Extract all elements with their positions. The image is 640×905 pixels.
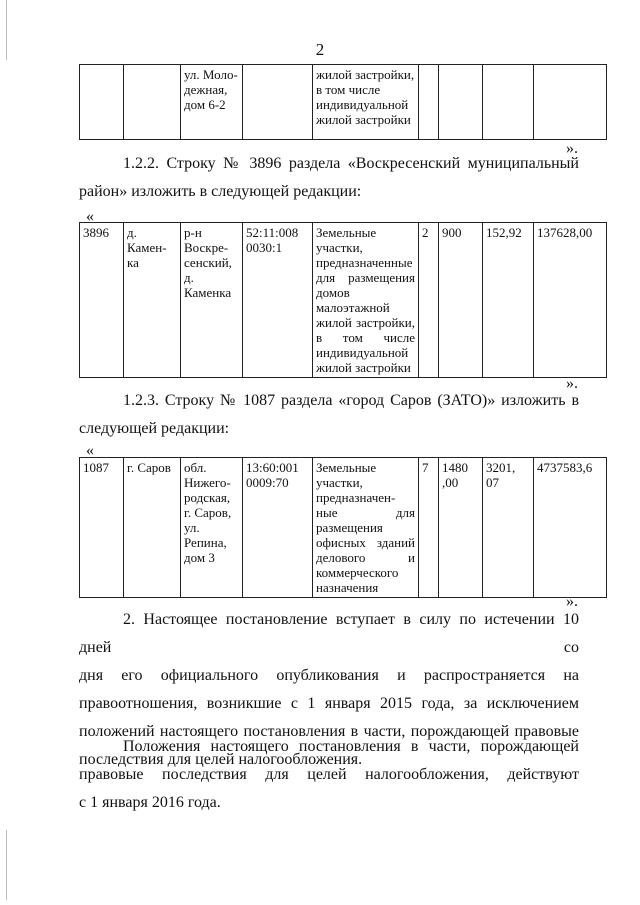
paragraph-line: Положения настоящего постановления в части, порождающей [123, 738, 579, 755]
paragraph-1-2-3 [79, 387, 579, 443]
table-cell: Земельные участки, предназначенные для размещения домов малоэтажной жилой застройки, в том числе индивидуальной жилой застройки [313, 223, 419, 378]
table-cell: 3896 [80, 223, 124, 378]
page-number: 2 [315, 40, 325, 59]
table-row [80, 223, 607, 378]
paragraph-line: следующей редакции: [79, 420, 230, 437]
table-cell [483, 65, 534, 140]
table-cell: 13:60:001 0009:70 [243, 458, 313, 598]
paragraph-line: с 1 января 2016 года. [79, 794, 221, 811]
table-cell: Земельные участки, предназначен-ные для размещения офисных зданий делового и коммерческого назначения [313, 458, 419, 598]
table-1087 [79, 457, 607, 598]
open-quote: « [86, 208, 94, 225]
table-cell [439, 65, 483, 140]
paragraph-line: правоотношения, возникшие с 1 января 2015 года, за исключением [79, 695, 579, 712]
table-cell [243, 65, 313, 140]
table-cell: 152,92 [483, 223, 534, 378]
table-cell [419, 65, 439, 140]
close-quote: ». [566, 593, 578, 610]
paragraph-1-2-2 [79, 150, 579, 206]
left-margin-line-lower [6, 830, 7, 900]
table-3896 [79, 222, 607, 378]
table-cell: р-н Воскре-сенский, д. Каменка [181, 223, 243, 378]
table-cell: д. Камен-ка [124, 223, 181, 378]
table-cell: г. Саров [124, 458, 181, 598]
paragraph-3 [79, 733, 579, 817]
paragraph-line: дня его официального опубликования и распространяется на [79, 667, 579, 684]
top-table [79, 64, 607, 140]
table-cell: ул. Моло-дежная, дом 6-2 [181, 65, 243, 140]
close-quote: ». [566, 375, 578, 392]
table-cell: 7 [419, 458, 439, 598]
table-cell: 137628,00 [534, 223, 607, 378]
table-cell: обл. Нижего-родская, г. Саров, ул. Репина, дом 3 [181, 458, 243, 598]
table-cell: 2 [419, 223, 439, 378]
paragraph-line: последствия для целей налогообложения. [79, 751, 363, 768]
table-row [80, 458, 607, 598]
table-cell: 1087 [80, 458, 124, 598]
close-quote: ». [566, 140, 578, 157]
table-cell: 3201, 07 [483, 458, 534, 598]
paragraph-line: 2. Настоящее постановление вступает в силу по истечении 10 дней со [79, 611, 579, 656]
paragraph-line: 1.2.2. Строку № 3896 раздела «Воскресенский муниципальный [123, 155, 579, 172]
table-cell [80, 65, 124, 140]
paragraph-line: положений настоящего постановления в части, порождающей правовые [79, 723, 579, 740]
table-cell: жилой застройки, в том числе индивидуальной жилой застройки [313, 65, 419, 140]
table-cell [124, 65, 181, 140]
paragraph-line: 1.2.3. Строку № 1087 раздела «город Саров (ЗАТО)» изложить в [123, 392, 579, 409]
paragraph-line: район» изложить в следующей редакции: [79, 183, 362, 200]
table-cell [534, 65, 607, 140]
table-cell: 4737583,6 [534, 458, 607, 598]
table-cell: 1480 ,00 [439, 458, 483, 598]
open-quote: « [86, 442, 94, 459]
table-row [80, 65, 607, 140]
table-cell: 900 [439, 223, 483, 378]
paragraph-line: правовые последствия для целей налогообложения, действуют [79, 766, 579, 783]
table-cell: 52:11:008 0030:1 [243, 223, 313, 378]
